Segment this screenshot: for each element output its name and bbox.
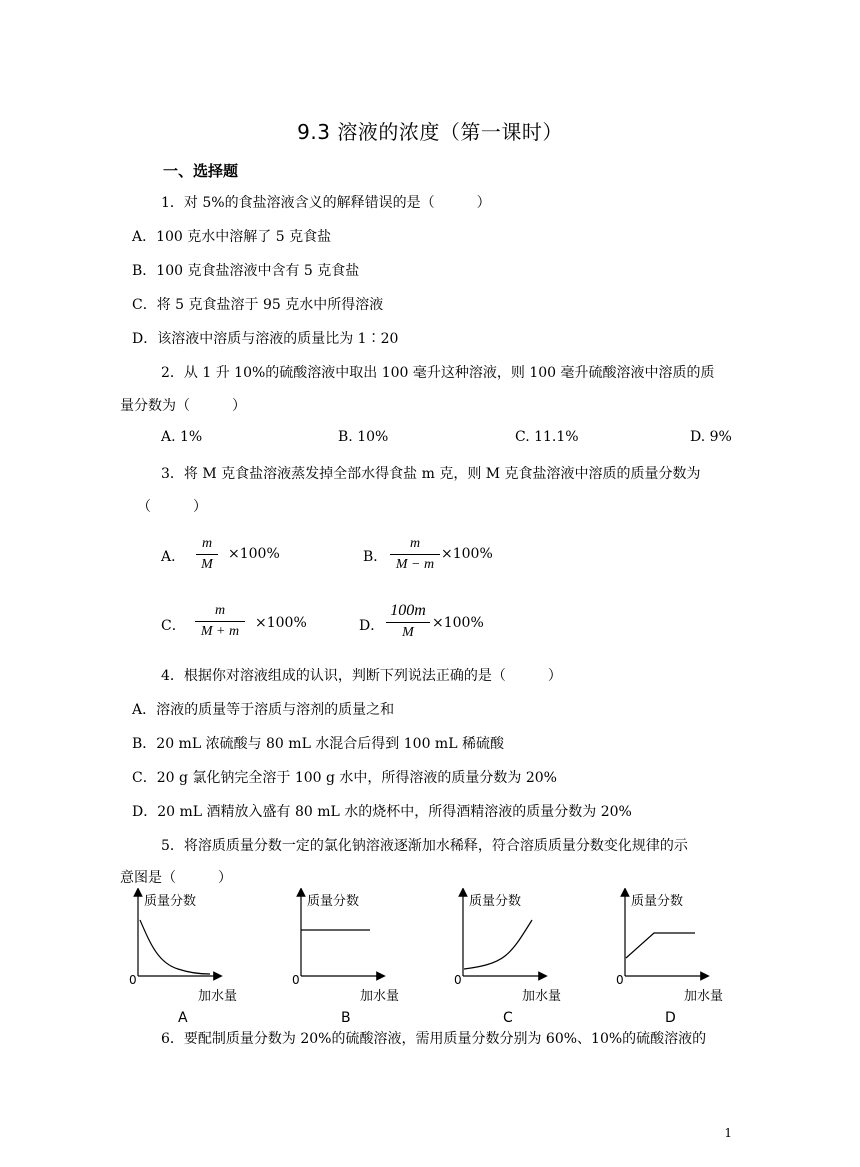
q5-graphs	[120, 888, 760, 1028]
graph-a-curve	[140, 920, 210, 974]
graph-d-letter: D	[665, 1010, 676, 1026]
graph-c	[454, 892, 561, 1026]
q1-stem: 1．对 5%的食盐溶液含义的解释错误的是（ ）	[161, 195, 491, 211]
page-title: 9.3 溶液的浓度（第一课时）	[297, 120, 563, 144]
q3-option-a-fraction	[196, 536, 218, 573]
q3-option-d-numerator: 100m	[390, 602, 426, 619]
graph-b-ylabel: 质量分数	[307, 894, 360, 909]
q6-stem-line1: 6．要配制质量分数为 20%的硫酸溶液，需用质量分数分别为 60%、10%的硫酸溶液的	[161, 1031, 707, 1047]
graph-b-xlabel: 加水量	[360, 989, 400, 1004]
q1-option-d: D．该溶液中溶质与溶液的质量比为 1∶20	[132, 331, 399, 347]
q3-option-a-percent: ×100%	[228, 546, 280, 562]
graph-c-curve	[464, 920, 532, 969]
q3-option-d-denominator: M	[402, 625, 414, 640]
q3-option-c-percent: ×100%	[255, 615, 307, 631]
q4-option-a: A．溶液的质量等于溶质与溶剂的质量之和	[132, 702, 395, 718]
q5-stem-line2: 意图是（ ）	[120, 870, 232, 886]
q4-option-c: C．20 g 氯化钠完全溶于 100 g 水中，所得溶液的质量分数为 20%	[132, 770, 557, 786]
page-number: 1	[724, 1126, 732, 1140]
q2-option-d: D. 9%	[690, 429, 732, 445]
q3-option-c-fraction	[195, 603, 245, 640]
q3-stem-line2: （ ）	[137, 499, 207, 515]
graph-d-line	[626, 933, 695, 958]
q3-option-c-label: C．	[161, 618, 186, 634]
graph-c-origin: 0	[454, 973, 462, 987]
q3-option-b-denominator: M − m	[395, 557, 435, 572]
q2-option-b: B. 10%	[338, 429, 389, 445]
q2-stem-line1: 2．从 1 升 10%的硫酸溶液中取出 100 毫升这种溶液，则 100 毫升硫酸溶液中溶质的质	[161, 365, 715, 381]
graph-d-ylabel: 质量分数	[631, 894, 684, 909]
graph-c-ylabel: 质量分数	[469, 894, 522, 909]
graph-a	[129, 892, 237, 1026]
q3-option-d-percent: ×100%	[432, 615, 484, 631]
graph-d-origin: 0	[616, 973, 624, 987]
q3-option-b-fraction	[390, 536, 440, 573]
q3-option-c-denominator: M + m	[200, 624, 240, 639]
graph-a-xlabel: 加水量	[198, 989, 238, 1004]
graph-a-letter: A	[178, 1010, 188, 1026]
graph-b	[292, 892, 399, 1026]
q4-option-b: B．20 mL 浓硫酸与 80 mL 水混合后得到 100 mL 稀硫酸	[132, 736, 504, 752]
q5-stem-line1: 5．将溶质质量分数一定的氯化钠溶液逐渐加水稀释，符合溶质质量分数变化规律的示	[161, 838, 688, 854]
q1-option-a: A．100 克水中溶解了 5 克食盐	[132, 229, 332, 245]
q3-option-a-numerator: m	[201, 536, 213, 551]
q3-option-d-label: D．	[359, 618, 385, 634]
graph-c-xlabel: 加水量	[522, 989, 562, 1004]
q4-option-d: D．20 mL 酒精放入盛有 80 mL 水的烧杯中，所得酒精溶液的质量分数为 20%	[132, 804, 632, 820]
q3-option-b-label: B．	[363, 549, 388, 565]
graph-d	[616, 892, 723, 1026]
q1-option-c: C．将 5 克食盐溶于 95 克水中所得溶液	[132, 297, 384, 313]
graph-d-xlabel: 加水量	[684, 989, 724, 1004]
graph-a-origin: 0	[129, 973, 137, 987]
graph-c-letter: C	[503, 1010, 513, 1026]
q2-option-a: A. 1%	[161, 429, 203, 445]
q4-stem: 4．根据你对溶液组成的认识，判断下列说法正确的是（ ）	[161, 668, 562, 684]
q3-option-d-fraction	[386, 602, 430, 641]
q1-option-b: B．100 克食盐溶液中含有 5 克食盐	[132, 263, 360, 279]
graph-b-letter: B	[341, 1010, 351, 1026]
q3-option-b-percent: ×100%	[441, 546, 493, 562]
q3-stem-line1: 3．将 M 克食盐溶液蒸发掉全部水得食盐 m 克，则 M 克食盐溶液中溶质的质量分数为	[161, 466, 701, 482]
q2-option-c: C. 11.1%	[515, 429, 579, 445]
q3-option-b-numerator: m	[409, 536, 421, 551]
q3-option-a-label: A．	[161, 549, 186, 565]
q3-option-a-denominator: M	[201, 557, 213, 572]
graph-b-origin: 0	[292, 973, 300, 987]
q2-stem-line2: 量分数为（ ）	[120, 398, 246, 414]
q3-option-c-numerator: m	[214, 603, 226, 618]
graph-a-ylabel: 质量分数	[144, 894, 197, 909]
section-heading: 一、选择题	[163, 162, 239, 180]
